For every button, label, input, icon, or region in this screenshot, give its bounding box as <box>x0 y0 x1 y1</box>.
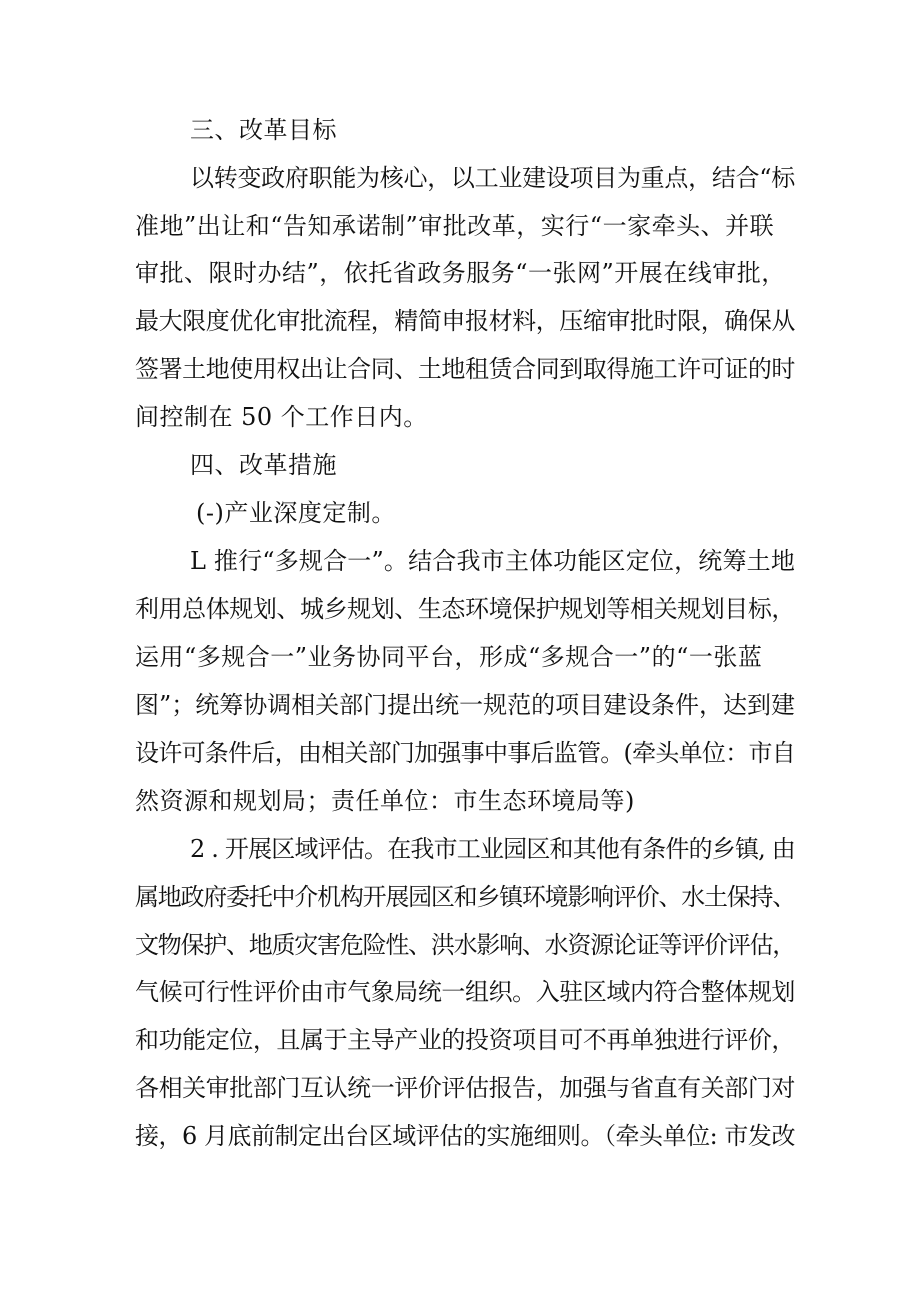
text-line: 然资源和规划局；责任单位：市生态环境局等) <box>135 787 635 815</box>
text-line: 文物保护、地质灾害危险性、洪水影响、水资源论证等评价评估， <box>135 931 795 959</box>
text-line: 设许可条件后，由相关部门加强事中事后监管。(牵头单位：市自 <box>135 739 795 767</box>
subheading-industry: (-)产业深度定制。 <box>196 499 396 527</box>
text-line: 和功能定位，且属于主导产业的投资项目可不再单独进行评价， <box>135 1026 795 1054</box>
text-line: 各相关审批部门互认统一评价评估报告，加强与省直有关部门对 <box>135 1074 795 1102</box>
heading-4-measures: 四、改革措施 <box>190 451 337 479</box>
text-line: 接，6 月底前制定出台区域评估的实施细则。（牵头单位: 市发改 <box>135 1122 795 1150</box>
text-line: 最大限度优化审批流程，精简申报材料，压缩审批时限，确保从 <box>135 307 795 335</box>
text-line: 利用总体规划、城乡规划、生态环境保护规划等相关规划目标， <box>135 595 795 623</box>
text-line: 签署土地使用权出让合同、土地租赁合同到取得施工许可证的时 <box>135 355 795 383</box>
text-line: 图”；统筹协调相关部门提出统一规范的项目建设条件，达到建 <box>135 691 795 719</box>
heading-3-goals: 三、改革目标 <box>190 116 337 144</box>
text-line: 间控制在 50 个工作日内。 <box>135 403 428 431</box>
text-line: 运用“多规合一”业务协同平台，形成“多规合一”的“一张蓝 <box>135 643 763 671</box>
text-line: 2 . 开展区域评估。在我市工业园区和其他有条件的乡镇, 由 <box>190 835 795 863</box>
text-line: 气候可行性评价由市气象局统一组织。入驻区域内符合整体规划 <box>135 978 795 1006</box>
text-line: L 推行“多规合一”。结合我市主体功能区定位，统筹土地 <box>190 547 795 575</box>
text-line: 以转变政府职能为核心，以工业建设项目为重点，结合“标 <box>190 164 795 192</box>
text-line: 审批、限时办结”，依托省政务服务“一张网”开展在线审批， <box>135 259 786 287</box>
text-line: 属地政府委托中介机构开展园区和乡镇环境影响评价、水土保持、 <box>135 883 795 911</box>
text-line: 准地”出让和“告知承诺制”审批改革，实行“一家牵头、并联 <box>135 212 775 240</box>
